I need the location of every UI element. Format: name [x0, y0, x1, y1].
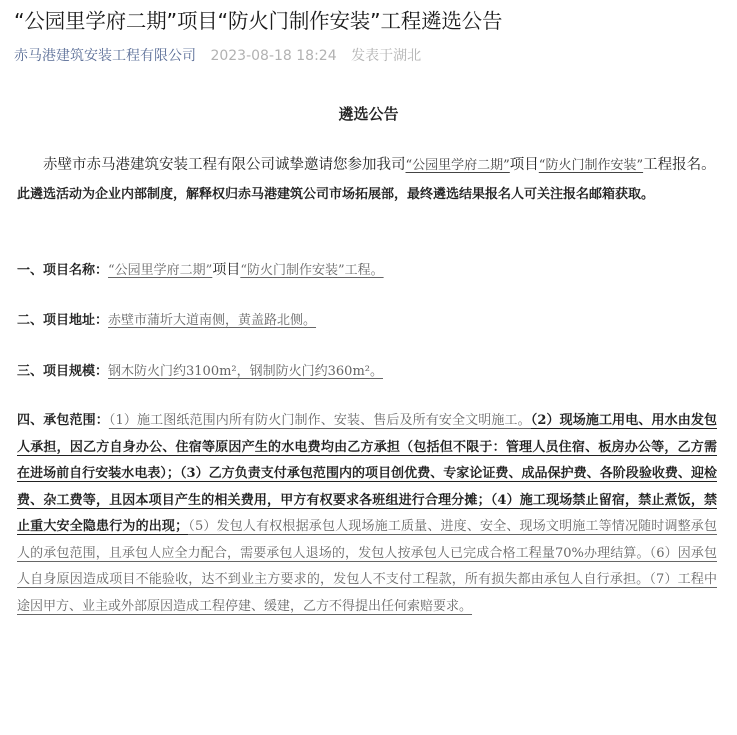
publish-date: 2023-08-18 18:24: [210, 48, 337, 64]
intro-paragraph: [17, 151, 717, 209]
project-scope-label: 四、承包范围：: [17, 413, 109, 428]
project-scale-label: 三、项目规模：: [17, 364, 109, 379]
project-name-label: 一、项目名称：: [17, 263, 109, 278]
project-scope-paragraph: [17, 408, 717, 620]
project-name-value-3: “防火门制作安装”工程。: [240, 263, 384, 278]
intro-text-3: 工程报名。: [643, 157, 716, 173]
article-title: “公园里学府二期”项目“防火门制作安装”工程遴选公告: [14, 9, 503, 33]
notice-heading: 遴选公告: [338, 105, 399, 123]
project-address-value: 赤壁市蒲圻大道南侧，黄盖路北侧。: [108, 313, 317, 328]
project-scope-items-2-4: （2）现场施工用电、用水由发包人承担，因乙方自身办公、住宿等原因产生的水电费均由乙方承担（包括但不限于：管理人员住宿、板房办公等，乙方需在进场前自行安装水电表）；（3）乙方负责支付承包范围内的项目创优费、专家论证费、成品保护费、各阶段验收费、迎检费、杂工费等，且因本项目产生的相关费用，甲方有权要求各班组进行合理分摊；（4）施工现场禁止留宿，禁止煮饭，禁止重大安全隐患行为的出现；: [17, 413, 717, 534]
project-address-line: [17, 310, 717, 332]
intro-text-1: 赤壁市赤马港建筑安装工程有限公司诚挚邀请您参加我司: [43, 157, 406, 173]
article-meta: [14, 46, 421, 66]
project-scope-item-1: （1）施工图纸范围内所有防火门制作、安装、售后及所有安全文明施工。: [108, 413, 531, 428]
intro-text-2: 项目: [509, 157, 539, 173]
project-name-value-2: 项目: [212, 262, 241, 278]
project-scale-value: 钢木防火门约3100m²，钢制防火门约360m²。: [108, 364, 383, 379]
intro-project-name: “公园里学府二期”: [405, 158, 510, 173]
publish-location: 发表于湖北: [351, 48, 422, 64]
project-address-label: 二、项目地址：: [17, 313, 109, 328]
intro-work-name: “防火门制作安装”: [538, 158, 644, 173]
intro-text-4: 此遴选活动为企业内部制度，解释权归赤马港建筑公司市场拓展部，最终遴选结果报名人可关注报名邮箱获取。: [17, 187, 655, 202]
project-scope-items-5-7: （5）发包人有权根据承包人现场施工质量、进度、安全、现场文明施工等情况随时调整承包人的承包范围，且承包人应全力配合，需要承包人退场的，发包人按承包人已完成合格工程量70%办理结算。（6）因承包人自身原因造成项目不能验收，达不到业主方要求的，发包人不支付工程款，所有损失都由承包人自行承担。（7）工程中途因甲方、业主或外部原因造成工程停建、缓建，乙方不得提出任何索赔要求。: [17, 519, 717, 614]
project-name-value-1: “公园里学府二期”: [108, 263, 213, 278]
author-link[interactable]: 赤马港建筑安装工程有限公司: [14, 48, 196, 64]
project-name-line: [17, 259, 717, 282]
project-scale-line: [17, 361, 717, 383]
